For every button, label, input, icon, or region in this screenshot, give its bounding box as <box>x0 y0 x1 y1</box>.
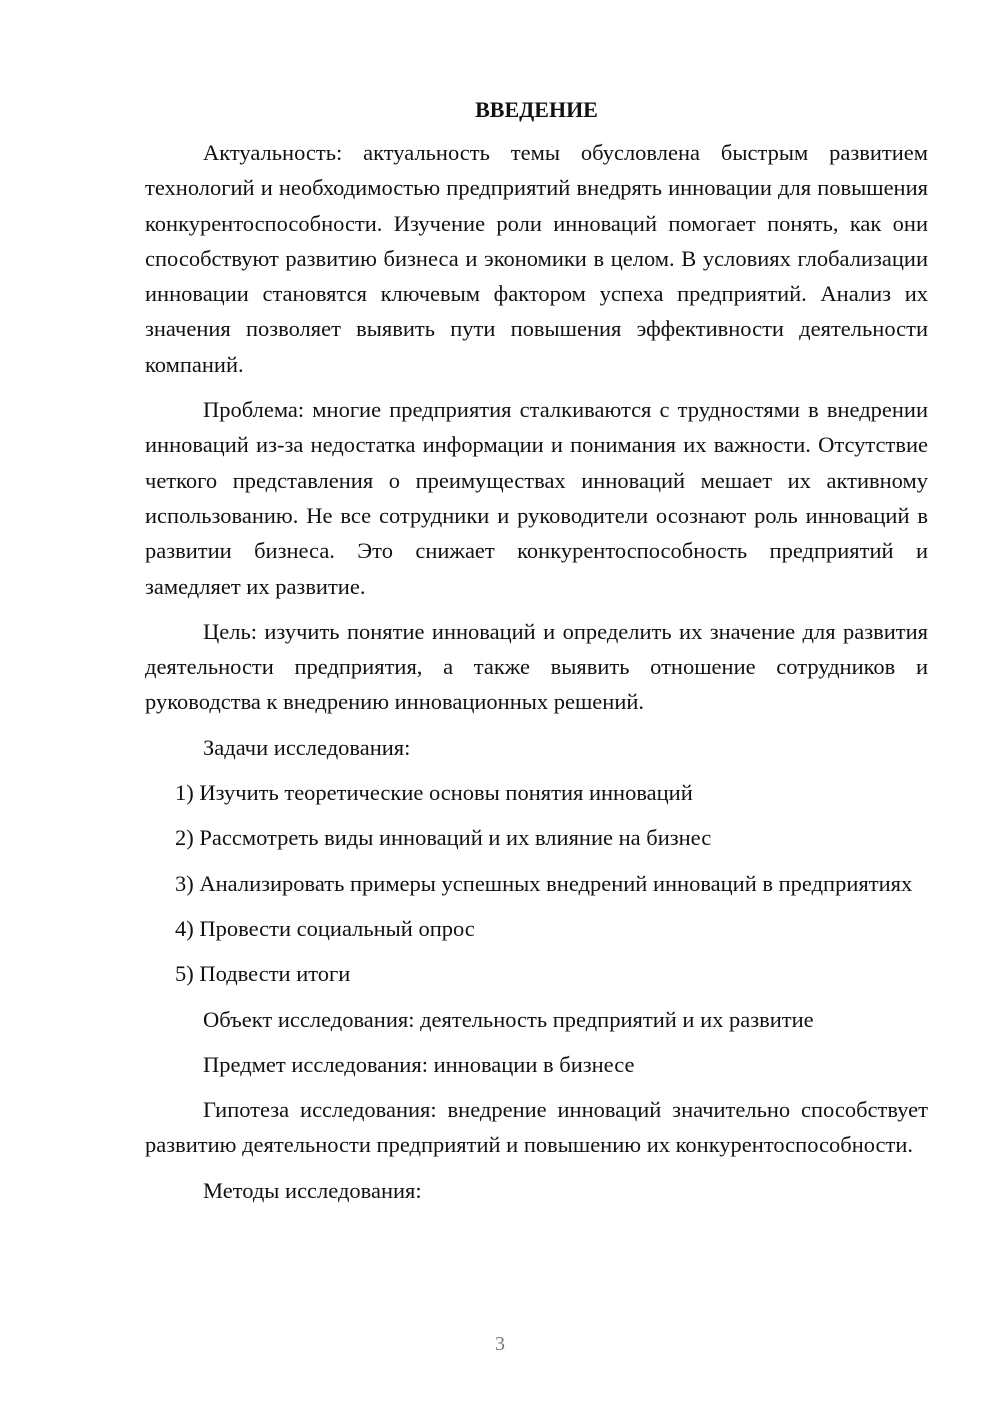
subject-line: Предмет исследования: инновации в бизнесе <box>203 1051 635 1077</box>
document-page <box>145 92 928 1218</box>
object-line: Объект исследования: деятельность предприятий и их развитие <box>203 1006 814 1032</box>
goal-paragraph: Цель: изучить понятие инноваций и определить их значение для развития деятельности предприятия, а также выявить отношение сотрудников и руководства к внедрению инновационных решений. <box>145 618 928 715</box>
task-item: 1) Изучить теоретические основы понятия инноваций <box>175 780 693 806</box>
task-item: 3) Анализировать примеры успешных внедрений инноваций в предприятиях <box>175 870 913 896</box>
task-item: 4) Провести социальный опрос <box>175 915 475 941</box>
task-item: 5) Подвести итоги <box>175 961 351 987</box>
methods-heading: Методы исследования: <box>203 1177 422 1203</box>
section-title: ВВЕДЕНИЕ <box>475 97 598 122</box>
task-item: 2) Рассмотреть виды инноваций и их влияние на бизнес <box>175 825 712 851</box>
tasks-heading: Задачи исследования: <box>203 734 411 760</box>
relevance-paragraph: Актуальность: актуальность темы обусловлена быстрым развитием технологий и необходимостью предприятий внедрять инновации для повышения конкурентоспособности. Изучение роли инноваций помогает понять, как они способствуют развитию бизнеса и экономики в целом. В условиях глобализации инновации становятся ключевым фактором успеха предприятий. Анализ их значения позволяет выявить пути повышения эффективности деятельности компаний. <box>145 140 928 377</box>
problem-paragraph: Проблема: многие предприятия сталкиваются с трудностями в внедрении инноваций из-за недостатка информации и понимания их важности. Отсутствие четкого представления о преимуществах инноваций мешает их активному использованию. Не все сотрудники и руководители осознают роль инноваций в развитии бизнеса. Это снижает конкурентоспособность предприятий и замедляет их развитие. <box>145 397 928 599</box>
page-number: 3 <box>495 1333 505 1355</box>
hypothesis-paragraph: Гипотеза исследования: внедрение инноваций значительно способствует развитию деятельности предприятий и повышению их конкурентоспособности. <box>145 1097 928 1158</box>
